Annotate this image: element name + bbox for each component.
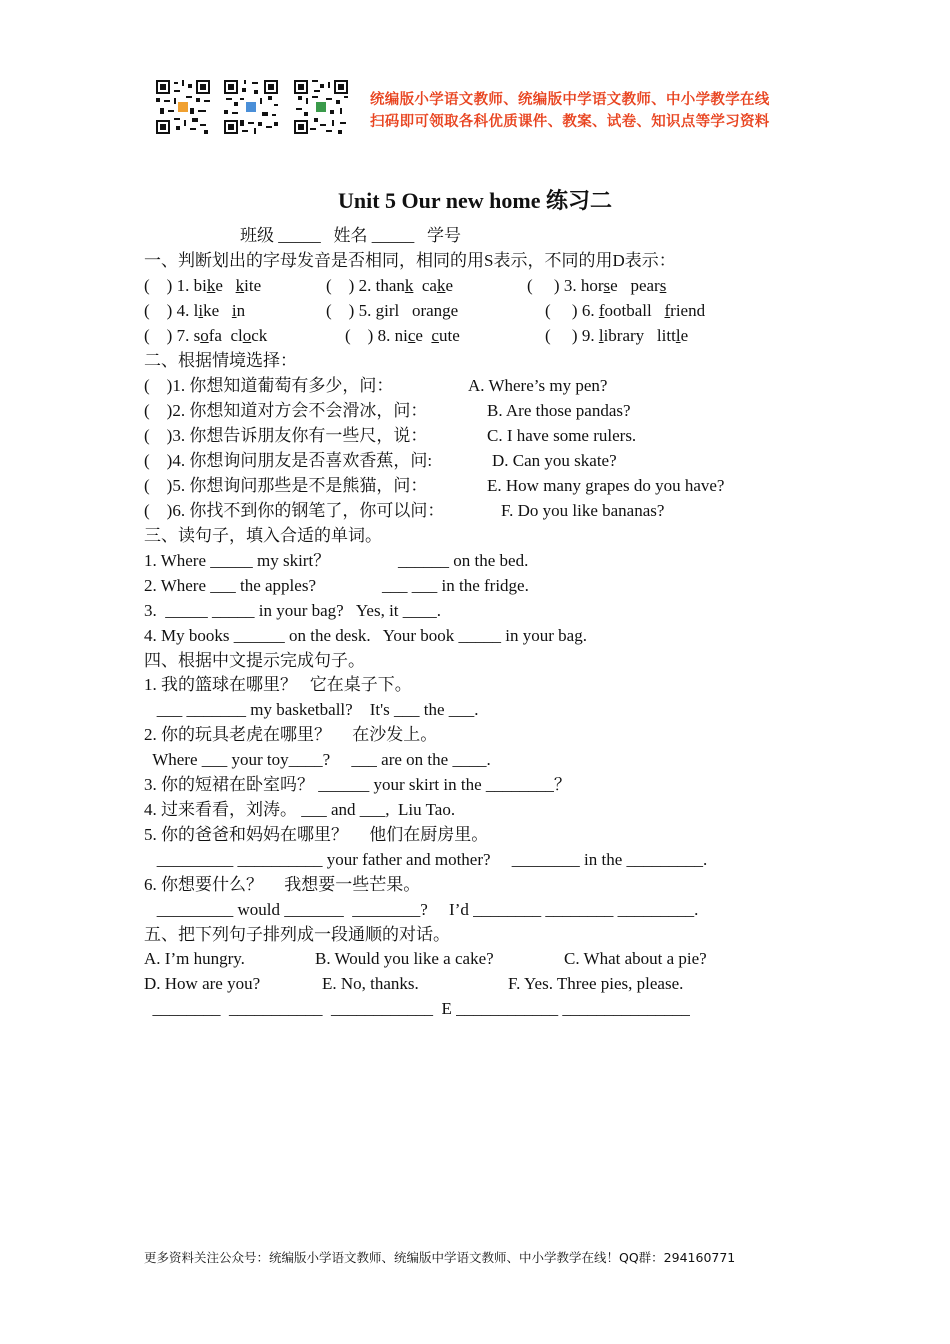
footer-note: 更多资料关注公众号：统编版小学语文教师、统编版中学语文教师、中小学教学在线！QQ群：294160771 xyxy=(144,1250,736,1265)
section4-heading: 四、根据中文提示完成句子。 xyxy=(144,651,365,670)
number-label: 学号 xyxy=(427,226,461,245)
s4-line-5: 3. 你的短裙在卧室吗？ ______ your skirt in the ________？ xyxy=(144,775,571,794)
qr-code-2 xyxy=(224,80,278,134)
s4-line-6: 4. 过来看看，刘涛。 ___ and ___, Liu Tao. xyxy=(144,800,456,819)
s4-line-9: 6. 你想要什么？ 我想要一些芒果。 xyxy=(144,875,421,894)
banner-line-1: 统编版小学语文教师、统编版中学语文教师、中小学教学在线 xyxy=(370,92,770,108)
name-blank: _____ xyxy=(371,226,415,245)
s1-item-7: ( ) 7. sofa clock xyxy=(144,326,268,345)
s2-option-f: F. Do you like bananas? xyxy=(501,501,665,520)
s1-item-8: ( ) 8. nice cute xyxy=(345,326,460,345)
s2-option-b: B. Are those pandas? xyxy=(487,401,631,420)
s3-line-2b: ___ ___ in the fridge. xyxy=(382,576,529,595)
s5-option-e: E. No, thanks. xyxy=(322,974,419,993)
s4-line-2: ___ _______ my basketball? It's ___ the ___. xyxy=(144,700,479,719)
s4-line-4: Where ___ your toy____? ___ are on the ____. xyxy=(144,750,491,769)
s5-option-f: F. Yes. Three pies, please. xyxy=(508,974,684,993)
s1-item-2: ( ) 2. thank cake xyxy=(326,276,454,295)
name-label: 姓名 xyxy=(333,226,368,245)
class-blank: _____ xyxy=(278,226,321,245)
section3-heading: 三、读句子，填入合适的单词。 xyxy=(144,526,382,545)
s2-option-e: E. How many grapes do you have? xyxy=(487,476,725,495)
section1-heading: 一、判断划出的字母发音是否相同，相同的用S表示，不同的用D表示： xyxy=(144,251,676,270)
s1-item-4: ( ) 4. like in xyxy=(144,301,246,320)
s2-question-1: ( )1. 你想知道葡萄有多少，问： xyxy=(144,376,394,395)
s2-question-4: ( )4. 你想询问朋友是否喜欢香蕉，问: xyxy=(144,451,433,470)
s4-line-7: 5. 你的爸爸和妈妈在哪里？ 他们在厨房里。 xyxy=(144,825,489,844)
s3-line-3: 3. _____ _____ in your bag? Yes, it ____. xyxy=(144,601,442,620)
s1-item-3: ( ) 3. horse pears xyxy=(527,276,667,295)
s4-line-8: _________ __________ your father and mother? ________ in the _________. xyxy=(144,850,708,869)
s3-line-2a: 2. Where ___ the apples? xyxy=(144,576,316,595)
s2-option-d: D. Can you skate? xyxy=(492,451,617,470)
info-line xyxy=(240,225,461,247)
s5-answer-line: ________ ___________ ____________ E ____________ _______________ xyxy=(144,999,690,1018)
banner-line-2: 扫码即可领取各科优质课件、教案、试卷、知识点等学习资料 xyxy=(370,114,770,130)
s2-question-5: ( )5. 你想询问那些是不是熊猫，问： xyxy=(144,476,428,495)
s2-option-a: A. Where’s my pen? xyxy=(468,376,608,395)
s3-line-1b: ______ on the bed. xyxy=(398,551,529,570)
s4-line-10: _________ would _______ ________? I’d ________ ________ _________. xyxy=(144,900,699,919)
s4-line-3: 2. 你的玩具老虎在哪里？ 在沙发上。 xyxy=(144,725,438,744)
s2-question-3: ( )3. 你想告诉朋友你有一些尺，说： xyxy=(144,426,428,445)
s2-option-c: C. I have some rulers. xyxy=(487,426,637,445)
qr-code-1 xyxy=(156,80,210,134)
section5-heading: 五、把下列句子排列成一段通顺的对话。 xyxy=(144,925,450,944)
s2-question-6: ( )6. 你找不到你的钢笔了，你可以问： xyxy=(144,501,445,520)
qr-code-3 xyxy=(294,80,348,134)
worksheet-title: Unit 5 Our new home 练习二 xyxy=(338,188,612,213)
s3-line-4: 4. My books ______ on the desk. Your book _____ in your bag. xyxy=(144,626,587,645)
s4-line-1: 1. 我的篮球在哪里？ 它在桌子下。 xyxy=(144,675,412,694)
class-label: 班级 xyxy=(240,226,274,245)
s5-option-d: D. How are you? xyxy=(144,974,261,993)
s3-line-1a: 1. Where _____ my skirt？ xyxy=(144,551,331,570)
s5-option-a: A. I’m hungry. xyxy=(144,949,245,968)
s5-option-b: B. Would you like a cake? xyxy=(315,949,494,968)
section2-heading: 二、根据情境选择： xyxy=(144,351,297,370)
s1-item-6: ( ) 6. football friend xyxy=(545,301,706,320)
s1-item-9: ( ) 9. library little xyxy=(545,326,689,345)
s2-question-2: ( )2. 你想知道对方会不会滑冰，问： xyxy=(144,401,428,420)
s1-item-5: ( ) 5. girl orange xyxy=(326,301,459,320)
s5-option-c: C. What about a pie? xyxy=(564,949,707,968)
s1-item-1: ( ) 1. bike kite xyxy=(144,276,262,295)
